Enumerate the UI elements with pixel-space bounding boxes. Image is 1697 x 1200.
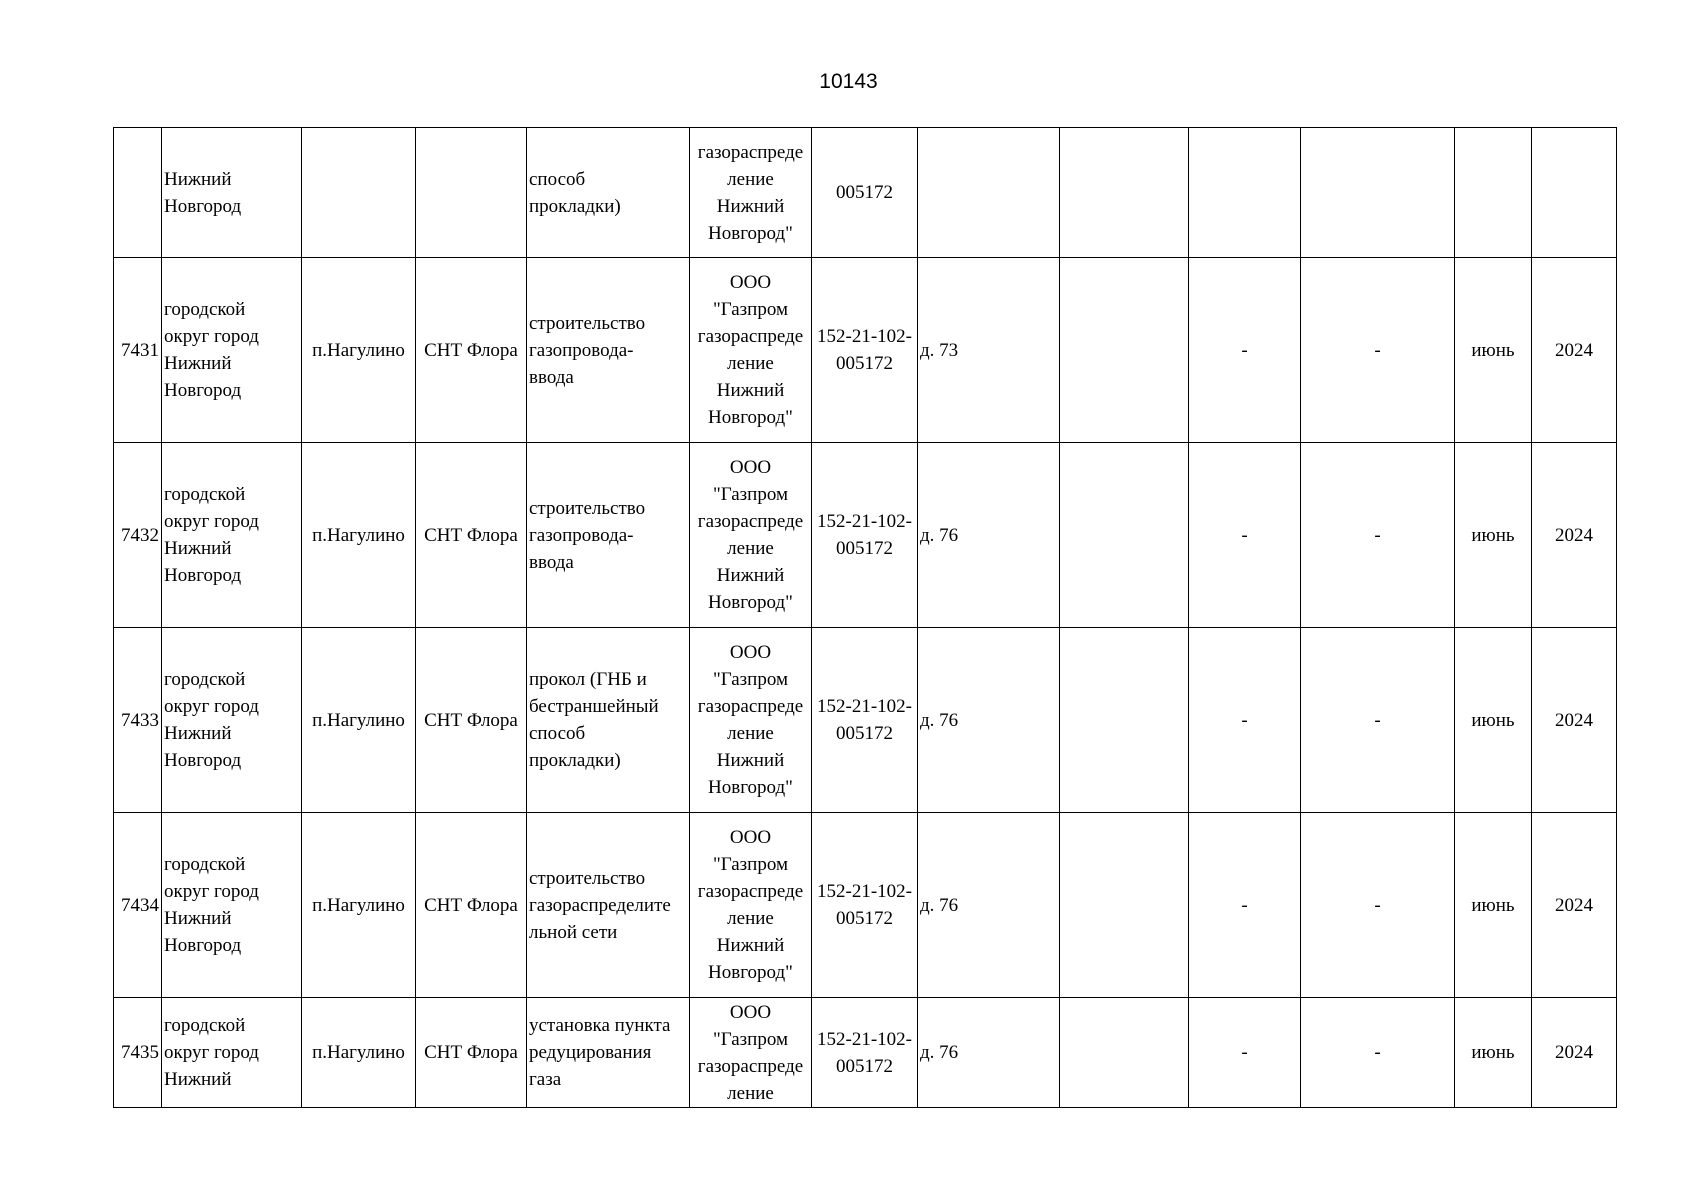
snt-cell-text: СНТ Флора — [424, 524, 518, 546]
house-cell-text: д. 73 — [920, 339, 959, 361]
work-type-cell — [527, 443, 690, 628]
snt-cell — [416, 443, 527, 628]
district-cell-text: городской округ город Нижний — [164, 1015, 259, 1090]
year-cell-text: 2024 — [1555, 894, 1593, 916]
work-type-cell-text: строительство газораспределите льной сети — [529, 867, 671, 943]
permit-code-cell — [812, 128, 918, 258]
house-cell — [918, 628, 1060, 813]
row-number-text: 7435 — [121, 1042, 159, 1063]
year-cell — [1532, 998, 1617, 1108]
snt-cell-text: СНТ Флора — [424, 339, 518, 361]
table-row — [114, 813, 1617, 998]
snt-cell — [416, 998, 527, 1108]
dash-cell-text: - — [1241, 709, 1248, 731]
empty-cell — [1060, 998, 1189, 1108]
district-cell-text: городской округ город Нижний Новгород — [164, 854, 259, 956]
month-cell — [1455, 258, 1532, 443]
year-cell-text: 2024 — [1555, 339, 1593, 361]
month-cell-text: июнь — [1471, 1042, 1515, 1063]
permit-code-cell-text: 152-21-102- 005172 — [817, 881, 912, 929]
table-row — [114, 128, 1617, 258]
district-cell — [162, 128, 302, 258]
snt-cell — [416, 628, 527, 813]
snt-cell-text: СНТ Флора — [424, 1042, 518, 1063]
table-row — [114, 258, 1617, 443]
month-cell-text: июнь — [1471, 524, 1515, 546]
dash-cell — [1301, 258, 1455, 443]
organization-cell — [690, 443, 812, 628]
permit-code-cell — [812, 998, 918, 1108]
registry-table — [113, 127, 1617, 1108]
work-type-cell — [527, 813, 690, 998]
dash-cell-text: - — [1241, 524, 1248, 546]
district-cell — [162, 443, 302, 628]
organization-cell-text: ООО "Газпром газораспреде ление Нижний Новгород" — [697, 827, 804, 983]
organization-cell — [690, 813, 812, 998]
dash-cell-text: - — [1374, 1042, 1381, 1063]
locality-cell — [302, 258, 416, 443]
locality-cell-text: п.Нагулино — [312, 339, 405, 361]
locality-cell — [302, 813, 416, 998]
year-cell — [1532, 128, 1617, 258]
permit-code-cell-text: 152-21-102- 005172 — [817, 511, 912, 559]
year-cell — [1532, 813, 1617, 998]
snt-cell-text: СНТ Флора — [424, 709, 518, 731]
dash-cell — [1189, 628, 1301, 813]
month-cell-text: июнь — [1471, 709, 1515, 731]
month-cell-text: июнь — [1471, 894, 1515, 916]
empty-cell — [1060, 813, 1189, 998]
dash-cell — [1189, 998, 1301, 1108]
permit-code-cell-text: 152-21-102- 005172 — [817, 1028, 912, 1077]
house-cell — [918, 258, 1060, 443]
year-cell — [1532, 443, 1617, 628]
organization-cell-text: газораспреде ление Нижний Новгород" — [697, 141, 804, 244]
dash-cell — [1301, 628, 1455, 813]
permit-code-cell — [812, 443, 918, 628]
month-cell — [1455, 128, 1532, 258]
dash-cell — [1301, 128, 1455, 258]
locality-cell-text: п.Нагулино — [312, 1042, 405, 1063]
month-cell — [1455, 813, 1532, 998]
dash-cell — [1189, 443, 1301, 628]
dash-cell-text: - — [1241, 894, 1248, 916]
district-cell — [162, 258, 302, 443]
row-number-text: 7434 — [121, 894, 159, 916]
dash-cell-text: - — [1374, 709, 1381, 731]
month-cell — [1455, 998, 1532, 1108]
row-number — [114, 443, 162, 628]
house-cell — [918, 813, 1060, 998]
work-type-cell-text: строительство газопровода- ввода — [529, 312, 646, 388]
year-cell — [1532, 628, 1617, 813]
organization-cell — [690, 628, 812, 813]
page-number: 10143 — [819, 70, 878, 93]
district-cell-text: городской округ город Нижний Новгород — [164, 299, 259, 401]
dash-cell-text: - — [1241, 339, 1248, 361]
empty-cell — [1060, 258, 1189, 443]
work-type-cell — [527, 628, 690, 813]
snt-cell — [416, 258, 527, 443]
house-cell — [918, 443, 1060, 628]
dash-cell-text: - — [1374, 524, 1381, 546]
work-type-cell-text: прокол (ГНБ и бестраншейный способ прокладки) — [529, 669, 659, 771]
organization-cell-text: ООО "Газпром газораспреде ление — [697, 1001, 804, 1104]
organization-cell-text: ООО "Газпром газораспреде ление Нижний Новгород" — [697, 272, 804, 428]
district-cell-text: городской округ город Нижний Новгород — [164, 484, 259, 586]
work-type-cell — [527, 998, 690, 1108]
dash-cell-text: - — [1241, 1042, 1248, 1063]
month-cell-text: июнь — [1471, 339, 1515, 361]
year-cell-text: 2024 — [1555, 524, 1593, 546]
district-cell — [162, 813, 302, 998]
empty-cell — [1060, 443, 1189, 628]
row-number — [114, 998, 162, 1108]
dash-cell — [1189, 128, 1301, 258]
organization-cell — [690, 258, 812, 443]
year-cell-text: 2024 — [1555, 1042, 1593, 1063]
locality-cell — [302, 443, 416, 628]
dash-cell — [1301, 813, 1455, 998]
locality-cell-text: п.Нагулино — [312, 709, 405, 731]
dash-cell — [1301, 998, 1455, 1108]
dash-cell — [1189, 258, 1301, 443]
empty-cell — [1060, 628, 1189, 813]
dash-cell-text: - — [1374, 894, 1381, 916]
table-row — [114, 628, 1617, 813]
table-row — [114, 998, 1617, 1108]
dash-cell-text: - — [1374, 339, 1381, 361]
organization-cell — [690, 998, 812, 1108]
work-type-cell — [527, 128, 690, 258]
permit-code-cell-text: 152-21-102- 005172 — [817, 326, 912, 374]
dash-cell — [1189, 813, 1301, 998]
permit-code-cell-text: 152-21-102- 005172 — [817, 696, 912, 744]
work-type-cell-text: способ прокладки) — [529, 168, 621, 217]
row-number-text: 7432 — [121, 524, 159, 546]
organization-cell-text: ООО "Газпром газораспреде ление Нижний Новгород" — [697, 642, 804, 798]
snt-cell-text: СНТ Флора — [424, 894, 518, 916]
row-number — [114, 258, 162, 443]
district-cell — [162, 998, 302, 1108]
house-cell — [918, 128, 1060, 258]
row-number-text: 7431 — [121, 339, 159, 361]
snt-cell — [416, 128, 527, 258]
work-type-cell — [527, 258, 690, 443]
row-number-text: 7433 — [121, 709, 159, 731]
locality-cell-text: п.Нагулино — [312, 894, 405, 916]
house-cell-text: д. 76 — [920, 894, 959, 916]
month-cell — [1455, 628, 1532, 813]
house-cell-text: д. 76 — [920, 524, 959, 546]
organization-cell-text: ООО "Газпром газораспреде ление Нижний Новгород" — [697, 457, 804, 613]
district-cell-text: городской округ город Нижний Новгород — [164, 669, 259, 771]
permit-code-cell — [812, 258, 918, 443]
permit-code-cell — [812, 628, 918, 813]
row-number — [114, 128, 162, 258]
month-cell — [1455, 443, 1532, 628]
row-number — [114, 813, 162, 998]
locality-cell — [302, 998, 416, 1108]
district-cell — [162, 628, 302, 813]
empty-cell — [1060, 128, 1189, 258]
table-row — [114, 443, 1617, 628]
locality-cell — [302, 128, 416, 258]
work-type-cell-text: строительство газопровода- ввода — [529, 497, 646, 573]
permit-code-cell — [812, 813, 918, 998]
year-cell — [1532, 258, 1617, 443]
locality-cell — [302, 628, 416, 813]
snt-cell — [416, 813, 527, 998]
locality-cell-text: п.Нагулино — [312, 524, 405, 546]
house-cell-text: д. 76 — [920, 709, 959, 731]
house-cell-text: д. 76 — [920, 1042, 959, 1063]
house-cell — [918, 998, 1060, 1108]
dash-cell — [1301, 443, 1455, 628]
district-cell-text: Нижний Новгород — [164, 168, 242, 217]
organization-cell — [690, 128, 812, 258]
row-number — [114, 628, 162, 813]
year-cell-text: 2024 — [1555, 709, 1593, 731]
permit-code-cell-text: 005172 — [836, 182, 893, 203]
work-type-cell-text: установка пункта редуцирования газа — [529, 1015, 671, 1090]
